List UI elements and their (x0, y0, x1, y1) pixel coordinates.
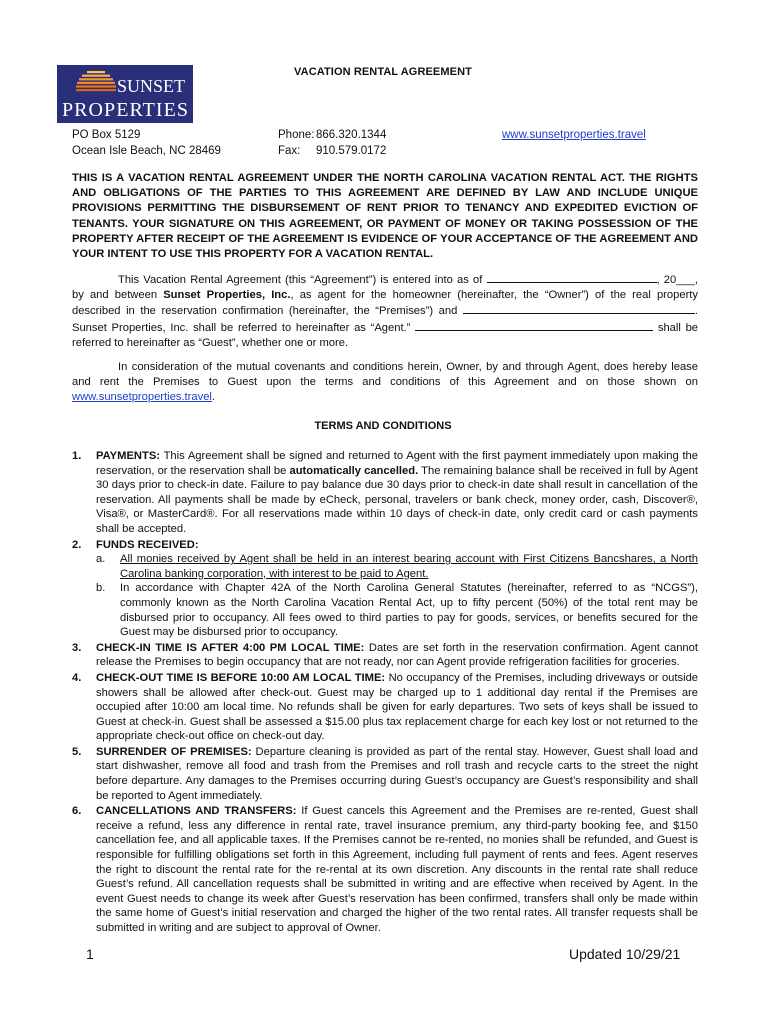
term-heading: PAYMENTS: (96, 450, 161, 462)
term-text: Departure cleaning is provided as part of the rental stay. However, Guest shall load and start dishwasher, remove all food and trash from the Premises and roll trash and recycle carts to the street the night before departure. Any damages to the Premises occurring during Guest’s occupancy are Guest’s responsibility and shall be reported to Agent immediately. (96, 745, 698, 802)
term-text: This Agreement shall be signed and returned to Agent with the first payment immediately upon making the reservation, or the reservation shall be (96, 450, 698, 477)
subterm-text: In accordance with Chapter 42A of the North Carolina General Statutes (hereinafter, referred to as “NCGS”), commonly known as the North Carolina Vacation Rental Act, up to fifty percent (50%) of the total rent may be disbursed prior to occupancy. All fees owed to third parties to pay for goods, services, or benefits secured for the Guest may be disbursed prior to occupancy. (120, 582, 698, 639)
intro-text-1: This Vacation Rental Agreement (this “Agreement”) is entered into as of (118, 274, 483, 286)
phone-label: Phone: (278, 129, 315, 141)
term-funds-received (72, 538, 698, 640)
intro-text-2: , 20___, (656, 274, 699, 286)
sunset-properties-logo (57, 65, 193, 123)
term-check-out (72, 671, 698, 744)
consideration-paragraph (72, 360, 698, 406)
legal-notice: THIS IS A VACATION RENTAL AGREEMENT UNDER THE NORTH CAROLINA VACATION RENTAL ACT. THE RIGHTS AND OBLIGATIONS OF THE PARTIES TO THIS AGREEMENT ARE DEFINED BY LAW AND INCLUDE UNIQUE PROVISIONS PERMITTING THE DISBURSEMENT OF RENT PRIOR TO TENANCY AND EXPEDITED EVICTION OF TENANTS. YOUR SIGNATURE ON THIS AGREEMENT, OR PAYMENT OF MONEY OR TAKING POSSESSION OF THE PROPERTY AFTER RECEIPT OF THE AGREEMENT IS EVIDENCE OF YOUR ACCEPTANCE OF THE AGREEMENT AND YOUR INTENT TO USE THIS PROPERTY FOR A VACATION RENTAL. (72, 172, 698, 261)
logo-word-sunset: SUNSET (117, 76, 186, 96)
website-link[interactable]: www.sunsetproperties.travel (502, 129, 646, 141)
logo-word-properties: PROPERTIES (62, 99, 188, 121)
consideration-website-link[interactable]: www.sunsetproperties.travel (72, 391, 212, 404)
term-heading: SURRENDER OF PREMISES: (96, 745, 252, 758)
term-heading: FUNDS RECEIVED: (96, 538, 199, 551)
term-text: No occupancy of the Premises, including driveways or outside showers shall be allowed after check-out. Guest may be charged up to 1 additional day rental if the Premises are occupied after 10:00 am local time. No refunds shall be given for early departures. Two sets of keys shall be issued to Guest at check-in. Guest shall be assessed a $15.00 plus tax replacement charge for each key lost or not returned to the appropriate check-out office on check-out day. (96, 671, 699, 743)
term-heading: CANCELLATIONS AND TRANSFERS: (96, 805, 297, 818)
term-payments (72, 449, 698, 537)
subterm-letter: a. (96, 553, 106, 566)
term-heading: CHECK-OUT TIME IS BEFORE 10:00 AM LOCAL TIME: (96, 671, 386, 684)
term-number: 6. (72, 805, 82, 818)
subterm-a (96, 552, 698, 581)
consideration-text: In consideration of the mutual covenants and conditions herein, Owner, by and through Agent, does hereby lease and rent the Premises to Guest upon the terms and conditions of this Agreement and on those shown on (72, 361, 698, 389)
address-block (72, 127, 221, 159)
term-heading: CHECK-IN TIME IS AFTER 4:00 PM LOCAL TIME: (96, 641, 365, 654)
fax-value: 910.579.0172 (316, 145, 387, 157)
intro-text-5: . Sunset Properties, Inc. shall be referred to hereinafter as “Agent.” (72, 305, 698, 334)
intro-text-3: by and between (72, 289, 158, 302)
term-cancellations (72, 804, 698, 935)
updated-date: Updated 10/29/21 (569, 946, 681, 962)
website-block (502, 127, 646, 143)
intro-text-6: shall be referred to hereinafter as “Guest”, whether one or more. (72, 321, 699, 349)
term-text-2: The remaining balance shall be received in full by Agent 30 days prior to check-in date. Failure to pay balance due 30 days prior to check-in date shall result in cancellation of the reservation. All payments shall be made by eCheck, personal, travelers or bank check, money order, cash, Discover®, Visa®, or MasterCard®. For all reservations made within 10 days of check-in date, only credit card or cash payments shall be accepted. (96, 464, 699, 535)
term-surrender (72, 745, 698, 803)
phone-fax-block (278, 127, 386, 159)
term-number: 3. (72, 641, 82, 654)
document-title: VACATION RENTAL AGREEMENT (294, 66, 472, 78)
terms-list (72, 449, 698, 937)
consideration-end: . (211, 391, 216, 404)
subterm-text: All monies received by Agent shall be held in an interest bearing account with First Citizens Bancshares, a North Carolina banking corporation, with interest to be paid to Agent. (120, 553, 698, 580)
subterm-b (96, 581, 698, 639)
intro-paragraph (72, 272, 698, 351)
term-number: 2. (72, 538, 82, 551)
term-check-in (72, 641, 698, 670)
term-number: 1. (72, 450, 82, 462)
address-line-2: Ocean Isle Beach, NC 28469 (72, 145, 221, 157)
terms-heading: TERMS AND CONDITIONS (314, 420, 452, 432)
address-line-1: PO Box 5129 (72, 129, 141, 141)
date-blank[interactable] (487, 272, 657, 283)
subterm-letter: b. (96, 582, 106, 595)
phone-value: 866.320.1344 (316, 129, 387, 141)
intro-text-4: , as agent for the homeowner (hereinafter, the “Owner”) of the real property described in the reservation confirmation (hereinafter, the “Premises”) and (72, 289, 698, 318)
fax-label: Fax: (278, 145, 301, 157)
guest-name-blank[interactable] (463, 303, 695, 314)
term-number: 4. (72, 671, 82, 684)
term-text: Dates are set forth in the reservation confirmation. Agent cannot release the Premises to begin occupancy that are not ready, nor can Agent provide refrigeration facilities for groceries. (96, 641, 698, 669)
company-name: Sunset Properties, Inc. (163, 289, 291, 302)
term-text: If Guest cancels this Agreement and the Premises are re-rented, Guest shall receive a refund, less any difference in rental rate, travel insurance premium, any third-party booking fee, and $150 cancellation fee, and all applicable taxes. If the Premises cannot be re-rented, no monies shall be refunded, and Guest is responsible for fulfilling obligations set forth in this Agreement, including full payment of rents and fees. Agent reserves the right to discount the rental rate for the re-rental at its own discretion. Any discounts in the rental rate shall reduce Guest’s refund. All cancellation requests shall be submitted in writing and are effective when received by Agent. In the event Guest needs to change its week after Guest’s reservation has been confirmed, transfers shall only be made within the same home of Guest’s initial reservation and charged the higher of the two rental rates. All transfer requests shall be submitted in writing and are subject to approval of Owner. (96, 805, 699, 934)
term-emphasis: automatically cancelled. (289, 464, 419, 477)
term-number: 5. (72, 745, 82, 758)
guest-name-blank-2[interactable] (415, 320, 653, 331)
page-number: 1 (86, 946, 94, 962)
